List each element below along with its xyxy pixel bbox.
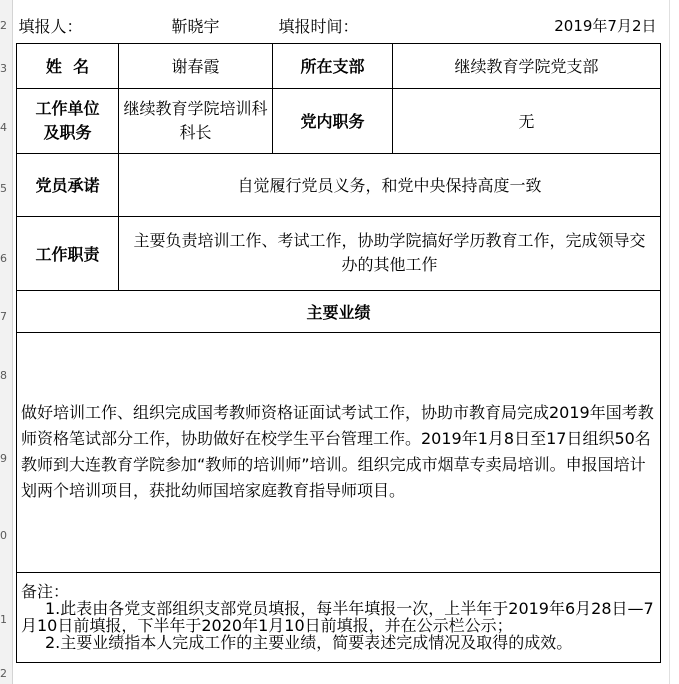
party-post-value[interactable]: 无	[393, 88, 661, 153]
branch-label: 所在支部	[273, 43, 393, 88]
party-post-label: 党内职务	[273, 88, 393, 153]
row-number[interactable]: 0	[0, 529, 7, 542]
row-number[interactable]: 3	[0, 62, 7, 75]
branch-value[interactable]: 继续教育学院党支部	[393, 43, 661, 88]
row-number[interactable]: 9	[0, 452, 7, 465]
row-number[interactable]: 1	[0, 613, 7, 626]
row-number[interactable]: 6	[0, 252, 7, 265]
notes-cell[interactable]	[17, 572, 661, 662]
date-value[interactable]: 2019年7月2日	[554, 16, 657, 35]
duty-label: 工作职责	[17, 216, 119, 290]
row-number[interactable]: 2	[0, 19, 7, 32]
duty-value[interactable]: 主要负责培训工作、考试工作，协助学院搞好学历教育工作，完成领导交办的其他工作	[119, 216, 661, 290]
pledge-label: 党员承诺	[17, 153, 119, 216]
date-label: 填报时间：	[278, 16, 359, 36]
filler-name[interactable]: 靳晓宇	[171, 16, 220, 36]
party-member-form	[16, 8, 661, 663]
name-value[interactable]: 谢春霞	[119, 43, 273, 88]
row-number[interactable]: 4	[0, 121, 7, 134]
note-1: 1.此表由各党支部组织支部党员填报，每半年填报一次，上半年于2019年6月28日—7月10日前填报，下半年于2020年1月10日前填报，并在公示栏公示；	[21, 599, 654, 635]
unit-value[interactable]: 继续教育学院培训科科长	[119, 88, 273, 153]
column-gridline	[669, 0, 670, 684]
note-2: 2.主要业绩指本人完成工作的主要业绩，简要表述完成情况及取得的成效。	[45, 633, 573, 652]
row-number[interactable]: 8	[0, 369, 7, 382]
pledge-value[interactable]: 自觉履行党员义务，和党中央保持高度一致	[119, 153, 661, 216]
name-label: 姓 名	[17, 43, 119, 88]
filler-label: 填报人：	[18, 16, 83, 36]
row-header-gutter	[0, 0, 13, 684]
unit-label: 工作单位及职务	[17, 88, 119, 153]
notes-title: 备注：	[21, 582, 70, 601]
row-number[interactable]: 5	[0, 182, 7, 195]
row-number[interactable]: 2	[0, 667, 7, 680]
row-number[interactable]: 7	[0, 310, 7, 323]
achievements-title: 主要业绩	[17, 290, 661, 332]
achievements-text[interactable]: 做好培训工作、组织完成国考教师资格证面试考试工作，协助市教育局完成2019年国考教师资格笔试部分工作，协助做好在校学生平台管理工作。2019年1月8日至17日组织50名教师到大连教育学院参加“教师的培训师”培训。组织完成市烟草专卖局培训。申报国培计划两个培训项目，获批幼师国培家庭教育指导师项目。	[17, 332, 661, 572]
